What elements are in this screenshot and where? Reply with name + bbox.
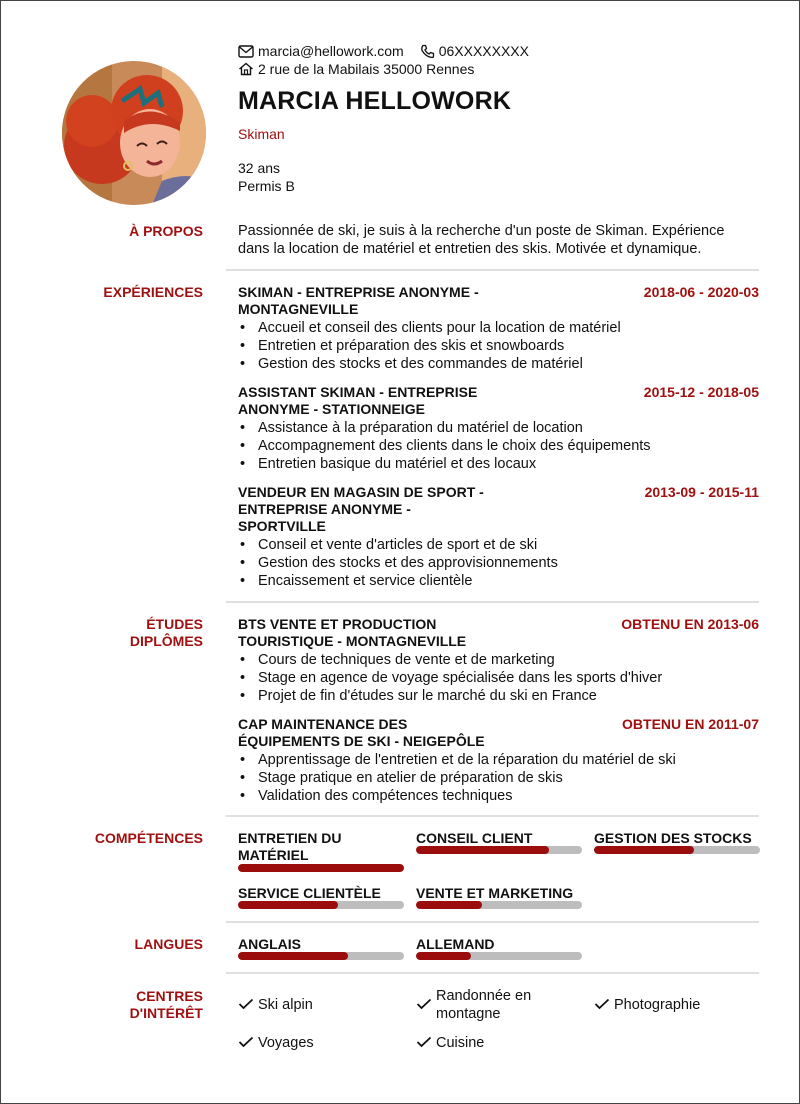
entry-title-line: BTS VENTE ET PRODUCTION <box>238 616 437 632</box>
bullet-item: • Gestion des stocks et des approvisionnements <box>238 554 759 572</box>
candidate-name: MARCIA HELLOWORK <box>238 87 512 115</box>
check-icon <box>416 1036 432 1048</box>
skill-bar <box>594 846 760 854</box>
skill-bar-fill <box>238 901 338 909</box>
check-icon <box>238 998 254 1010</box>
skill-bar-fill <box>416 846 549 854</box>
bullet-item: • Projet de fin d'études sur le marché du ski en France <box>238 687 759 705</box>
entry-date: OBTENU EN 2011-07 <box>622 716 759 732</box>
entry-title <box>238 384 498 418</box>
interest-label-line: Randonnée en <box>436 988 532 1004</box>
skill-bar <box>238 901 404 909</box>
interest-item <box>416 1034 484 1052</box>
entry-date: 2015-12 - 2018-05 <box>643 384 759 400</box>
entry-title <box>238 716 498 750</box>
personal-meta <box>238 159 295 195</box>
skill-bar <box>238 864 404 872</box>
check-icon <box>416 998 432 1010</box>
section-label-languages: LANGUES <box>134 936 203 952</box>
section-label-line: ÉTUDES <box>146 616 203 632</box>
interest-item <box>238 996 313 1014</box>
home-icon <box>238 62 254 76</box>
bullet-item: • Gestion des stocks et des commandes de matériel <box>238 355 759 373</box>
interest-item <box>594 996 700 1014</box>
entry-bullets <box>238 651 759 705</box>
skill-item <box>416 885 582 909</box>
address-item <box>238 60 474 78</box>
entry-title <box>238 616 498 650</box>
check-icon <box>594 998 610 1010</box>
phone-text: 06XXXXXXXX <box>438 43 529 59</box>
interest-label: Cuisine <box>436 1035 485 1051</box>
entry-title-line: ENTREPRISE ANONYME - <box>238 501 411 517</box>
phone-item[interactable] <box>420 42 529 60</box>
education-entry <box>238 716 759 805</box>
skill-label <box>238 830 404 864</box>
entry-date: 2018-06 - 2020-03 <box>643 284 759 300</box>
entry-title <box>238 484 498 535</box>
entry-title-line: CAP MAINTENANCE DES <box>238 716 408 732</box>
avatar-illustration <box>62 61 206 205</box>
bullet-item: • Stage en agence de voyage spécialisée dans les sports d'hiver <box>238 669 759 687</box>
section-label-line: DIPLÔMES <box>129 633 203 649</box>
section-label-line: CENTRES <box>136 988 203 1004</box>
skill-label: SERVICE CLIENTÈLE <box>238 885 381 901</box>
skill-label: CONSEIL CLIENT <box>416 830 533 846</box>
section-label-experience: EXPÉRIENCES <box>103 284 203 300</box>
interest-item <box>416 987 531 1023</box>
entry-bullets <box>238 319 759 373</box>
bullet-item: • Entretien basique du matériel et des locaux <box>238 455 759 473</box>
license-text: Permis B <box>238 178 295 194</box>
section-label-education <box>130 616 203 650</box>
job-title: Skiman <box>238 126 285 142</box>
divider <box>226 815 759 817</box>
divider <box>226 921 759 923</box>
education-entry <box>238 616 759 705</box>
language-bar-fill <box>416 952 471 960</box>
bullet-item: • Stage pratique en atelier de préparation de skis <box>238 769 759 787</box>
contact-info <box>238 42 545 78</box>
skill-bar <box>416 846 582 854</box>
entry-bullets <box>238 536 759 590</box>
language-item <box>416 936 582 960</box>
skill-bar <box>416 901 582 909</box>
bullet-item: • Assistance à la préparation du matériel de location <box>238 419 759 437</box>
entry-bullets <box>238 751 759 805</box>
email-text: marcia@hellowork.com <box>258 43 404 59</box>
skill-bar-fill <box>238 864 404 872</box>
avatar <box>62 61 206 205</box>
skill-bar-fill <box>416 901 482 909</box>
age-text: 32 ans <box>238 160 281 176</box>
section-label-interests <box>130 988 203 1022</box>
entry-date: OBTENU EN 2013-06 <box>621 616 759 632</box>
skill-label: GESTION DES STOCKS <box>594 830 752 846</box>
skill-bar-fill <box>594 846 694 854</box>
address-text: 2 rue de la Mabilais 35000 Rennes <box>258 61 475 77</box>
entry-title-line: SPORTVILLE <box>238 518 326 534</box>
skill-item <box>238 885 404 909</box>
section-label-line: D'INTÉRÊT <box>129 1005 203 1021</box>
entry-date: 2013-09 - 2015-11 <box>644 484 759 500</box>
entry-title-line: MONTAGNEVILLE <box>238 301 359 317</box>
email-item[interactable] <box>238 42 404 60</box>
experience-entry <box>238 284 759 373</box>
experience-entry <box>238 484 759 590</box>
entry-bullets <box>238 419 759 473</box>
about-text: Passionnée de ski, je suis à la recherche d'un poste de Skiman. Expérience dans la location de matériel et entretien des skis. Motivée et dynamique. <box>238 223 725 257</box>
skill-item <box>238 830 404 872</box>
entry-title-line: TOURISTIQUE - MONTAGNEVILLE <box>238 633 467 649</box>
skill-label-line: ENTRETIEN DU <box>238 830 342 846</box>
bullet-item: • Encaissement et service clientèle <box>238 572 759 590</box>
bullet-item: • Cours de techniques de vente et de marketing <box>238 651 759 669</box>
entry-title-line: ASSISTANT SKIMAN - ENTREPRISE <box>238 384 478 400</box>
bullet-item: • Apprentissage de l'entretien et de la réparation du matériel de ski <box>238 751 759 769</box>
language-bar <box>416 952 582 960</box>
interest-label: Voyages <box>258 1035 314 1051</box>
interest-item <box>238 1034 314 1052</box>
interest-label: Ski alpin <box>258 997 313 1013</box>
divider <box>226 601 759 603</box>
bullet-item: • Accompagnement des clients dans le choix des équipements <box>238 437 759 455</box>
language-bar-fill <box>238 952 348 960</box>
interest-label <box>436 987 531 1023</box>
bullet-item: • Accueil et conseil des clients pour la location de matériel <box>238 319 759 337</box>
skill-item <box>594 830 760 854</box>
section-label-skills: COMPÉTENCES <box>94 830 203 846</box>
bullet-item: • Entretien et préparation des skis et snowboards <box>238 337 759 355</box>
entry-title-line: VENDEUR EN MAGASIN DE SPORT - <box>238 484 484 500</box>
divider <box>226 972 759 974</box>
language-label: ANGLAIS <box>238 936 301 952</box>
experience-entry <box>238 384 759 473</box>
entry-title <box>238 284 498 318</box>
skill-item <box>416 830 582 854</box>
skill-label-line: MATÉRIEL <box>238 847 309 863</box>
phone-icon <box>420 44 435 59</box>
interest-label-line: montagne <box>436 1006 501 1022</box>
language-bar <box>238 952 404 960</box>
language-item <box>238 936 404 960</box>
bullet-item: • Validation des compétences techniques <box>238 787 759 805</box>
entry-title-line: SKIMAN - ENTREPRISE ANONYME - <box>238 284 479 300</box>
entry-title-line: ANONYME - STATIONNEIGE <box>238 401 425 417</box>
envelope-icon <box>238 45 254 58</box>
section-label-about: À PROPOS <box>129 223 203 239</box>
language-label: ALLEMAND <box>416 936 495 952</box>
entry-title-line: ÉQUIPEMENTS DE SKI - NEIGEPÔLE <box>238 733 485 749</box>
skill-label: VENTE ET MARKETING <box>416 885 574 901</box>
bullet-item: • Conseil et vente d'articles de sport et de ski <box>238 536 759 554</box>
divider <box>226 269 759 271</box>
interest-label: Photographie <box>614 997 701 1013</box>
check-icon <box>238 1036 254 1048</box>
